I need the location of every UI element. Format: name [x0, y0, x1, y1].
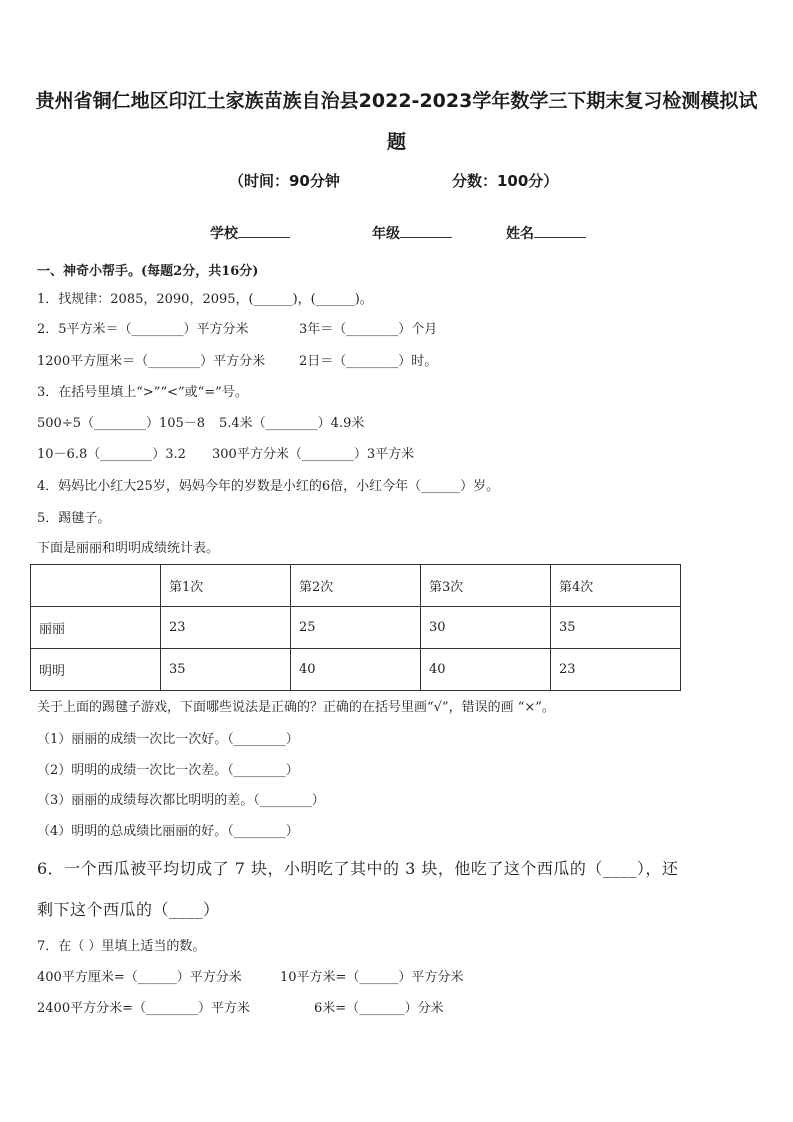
table-header-cell: 第3次: [421, 565, 551, 607]
school-blank[interactable]: [238, 224, 290, 238]
name-blank[interactable]: [534, 224, 586, 238]
q2-item-1: 2．5平方米＝（________）平方分米: [37, 322, 249, 337]
q2-item-2: 3年＝（________）个月: [299, 322, 438, 337]
table-caption: 下面是丽丽和明明成绩统计表。: [37, 541, 220, 556]
question-3-stem: 3．在括号里填上“>”“<”或“=”号。: [37, 385, 248, 400]
table-cell: 30: [421, 607, 551, 649]
table-cell: 明明: [31, 649, 161, 691]
q5-sub-1: （1）丽丽的成绩一次比一次好。（________）: [37, 732, 299, 747]
q5-sub-2: （2）明明的成绩一次比一次差。（________）: [37, 763, 299, 778]
table-cell: 23: [161, 607, 291, 649]
time-limit: （时间：90分钟: [229, 172, 340, 190]
q3-item-3: 10－6.8（________）3.2: [37, 447, 186, 462]
grade-label: 年级: [372, 226, 400, 242]
school-label: 学校: [210, 226, 238, 242]
grade-field[interactable]: [372, 223, 452, 243]
table-row: [31, 649, 681, 691]
table-cell: 35: [551, 607, 681, 649]
table-cell: 丽丽: [31, 607, 161, 649]
q3-item-4: 300平方分米（________）3平方米: [212, 447, 415, 462]
question-4: 4．妈妈比小红大25岁，妈妈今年的岁数是小红的6倍，小红今年（______）岁。: [37, 479, 500, 494]
q7-item-4: 6米=（_______）分米: [314, 1001, 444, 1016]
name-field[interactable]: [506, 223, 586, 243]
table-cell: 35: [161, 649, 291, 691]
q3-item-1: 500÷5（________）105－8: [37, 416, 206, 431]
exam-title-line1: 贵州省铜仁地区印江土家族苗族自治县2022-2023学年数学三下期末复习检测模拟试: [35, 90, 758, 112]
q5-sub-3: （3）丽丽的成绩每次都比明明的差。（________）: [37, 793, 325, 808]
question-6-line1: 6．一个西瓜被平均切成了 7 块，小明吃了其中的 3 块，他吃了这个西瓜的（____），还: [37, 859, 679, 878]
table-row: [31, 607, 681, 649]
table-header-cell: 第1次: [161, 565, 291, 607]
question-7-stem: 7．在（ ）里填上适当的数。: [37, 939, 206, 954]
table-cell: 25: [291, 607, 421, 649]
table-header-cell: 第2次: [291, 565, 421, 607]
question-5-stem: 5．踢毽子。: [37, 511, 111, 526]
school-field[interactable]: [210, 223, 290, 243]
q2-item-4: 2日＝（________）时。: [299, 354, 438, 369]
question-5-prompt: 关于上面的踢毽子游戏，下面哪些说法是正确的？正确的在括号里画“√”，错误的画 “×”。: [37, 700, 555, 715]
q7-item-2: 10平方米=（______）平方分米: [280, 970, 464, 985]
table-cell: 23: [551, 649, 681, 691]
total-score: 分数：100分）: [452, 172, 559, 190]
exam-title-line2: 题: [386, 131, 406, 153]
name-label: 姓名: [506, 226, 534, 242]
grade-blank[interactable]: [400, 224, 452, 238]
score-table: [30, 564, 681, 691]
q5-sub-4: （4）明明的总成绩比丽丽的好。（________）: [37, 824, 299, 839]
table-header-cell: 第4次: [551, 565, 681, 607]
q3-item-2: 5.4米（________）4.9米: [219, 416, 365, 431]
q7-item-1: 400平方厘米=（______）平方分米: [37, 970, 242, 985]
section1-heading: 一、神奇小帮手。(每题2分，共16分): [37, 264, 259, 279]
question-6-line2: 剩下这个西瓜的（____）: [37, 900, 220, 919]
table-cell: 40: [421, 649, 551, 691]
table-header-cell: [31, 565, 161, 607]
q7-item-3: 2400平方分米=（________）平方米: [37, 1001, 250, 1016]
table-cell: 40: [291, 649, 421, 691]
table-header-row: [31, 565, 681, 607]
question-1: 1．找规律：2085，2090，2095，(______)，(______)。: [37, 292, 373, 307]
q2-item-3: 1200平方厘米＝（________）平方分米: [37, 354, 266, 369]
